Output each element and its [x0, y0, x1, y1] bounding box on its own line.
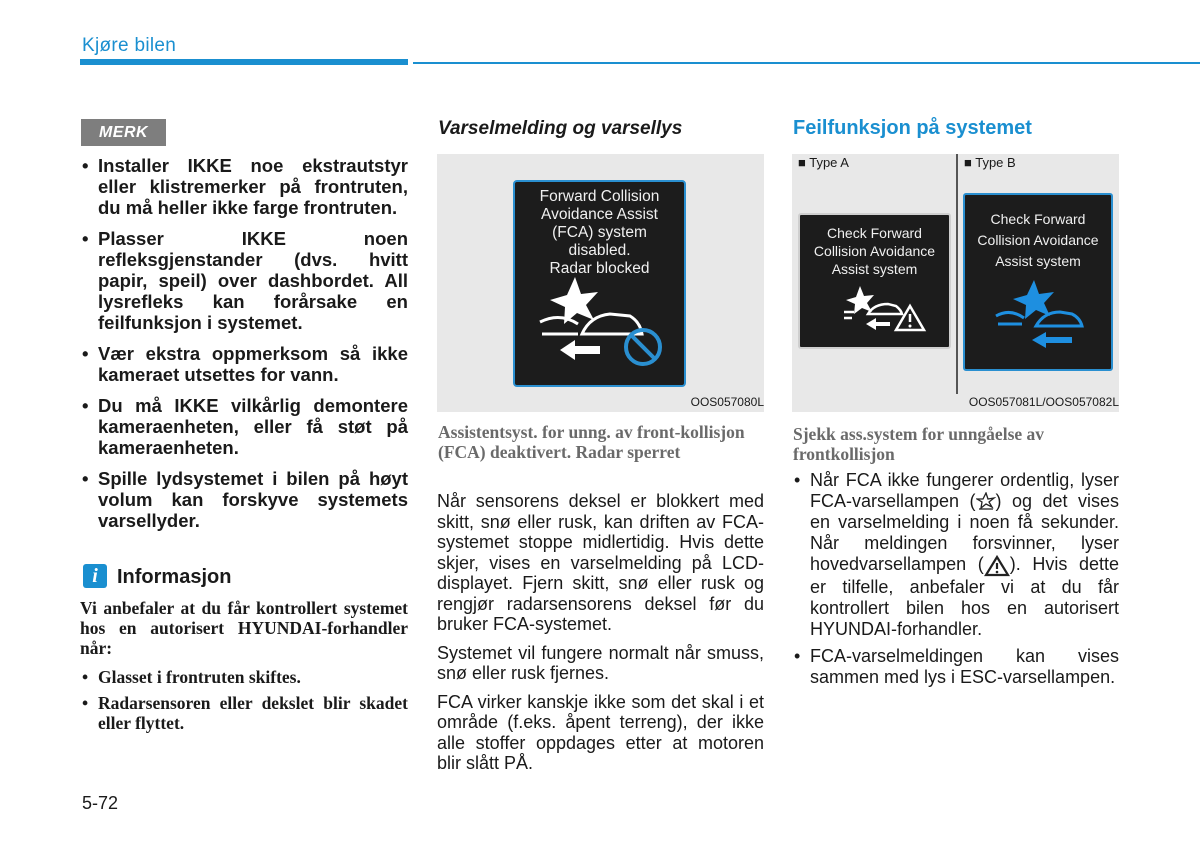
malfunction-caption: Sjekk ass.system for unngåelse av frontkollisjon	[793, 424, 1045, 464]
warning-heading: Varselmelding og varsellys	[438, 118, 683, 139]
figure-code: OOS057080L	[690, 395, 764, 409]
radar-blocked-icon	[530, 272, 670, 382]
display-line: Assist system	[831, 261, 918, 277]
figure-code: OOS057081L/OOS057082L	[968, 395, 1119, 409]
display-line: Radar blocked	[549, 260, 650, 277]
info-intro: Vi anbefaler at du får kontrollert systemet hos en autorisert HYUNDAI-forhandler når:	[80, 598, 408, 658]
display-line: Collision Avoidance	[813, 243, 936, 259]
malfunction-item	[792, 470, 1119, 640]
header-bar	[80, 59, 408, 65]
master-warning-icon	[984, 555, 1010, 577]
merk-item: • Spille lydsystemet i bilen på høyt volum kan forskyve systemets varsellyder.	[80, 468, 408, 531]
info-item: • Radarsensoren eller dekslet blir skadet eller flyttet.	[80, 693, 408, 733]
page-number: 5-72	[82, 793, 119, 813]
malfunction-item: • FCA-varselmeldingen kan vises sammen med lys i ESC-varsellampen.	[792, 646, 1119, 688]
merk-list	[80, 155, 408, 541]
display-line: disabled.	[568, 242, 631, 259]
text-part: ). Hvis dette er tilfelle, anbefaler vi at du får kontrollert bilen hos en autorisert HYUNDAI-forhandler.	[810, 554, 1119, 639]
figure-divider	[956, 154, 958, 394]
merk-item: • Plasser IKKE noen refleksgjenstander (dvs. hvitt papir, speil) over dashbordet. All lysrefleks kan forårsake en feilfunksjon i systemet.	[80, 228, 408, 333]
info-icon: i	[83, 564, 107, 588]
display-line: Collision Avoidance	[977, 232, 1099, 248]
merk-item: • Du må IKKE vilkårlig demontere kameraenheten, eller få støt på kameraenheten.	[80, 395, 408, 458]
paragraph: Når sensorens deksel er blokkert med skitt, snø eller rusk, kan driften av FCA-systemet stoppe midlertidig. Hvis dette skjer, vises en varselmelding på LCD-displayet. Fjern skitt, snø eller rusk og rengjør radarsensorens deksel før du bruker FCA-systemet.	[437, 491, 764, 634]
paragraph: Systemet vil fungere normalt når smuss, snø eller rusk fjernes.	[437, 642, 764, 683]
cluster-display-text	[963, 209, 1113, 272]
cluster-display-text	[798, 224, 951, 278]
header-rule	[413, 62, 1200, 64]
display-line: Assist system	[995, 253, 1081, 269]
text-part: Når FCA ikke fungerer ordentlig, lyser FCA-varsellampen (	[810, 470, 1119, 511]
warning-caption: Assistentsyst. for unng. av front-kollisjon (FCA) deaktivert. Radar sperret	[438, 422, 745, 462]
merk-badge: MERK	[81, 119, 166, 146]
text-part: ) og det vises en varselmelding i noen få sekunder. Når meldingen forsvinner, lyser hovedvarsellampen (	[810, 491, 1119, 575]
malfunction-list	[792, 470, 1119, 694]
fca-warning-symbol-icon	[988, 278, 1088, 352]
display-line: (FCA) system	[552, 224, 647, 241]
display-line: Check Forward	[827, 225, 922, 241]
fca-warning-lamp-icon	[976, 492, 996, 512]
merk-item: • Installer IKKE noe ekstrautstyr eller klistremerker på frontruten, du må heller ikke farge frontruten.	[80, 155, 408, 218]
info-item: • Glasset i frontruten skiftes.	[80, 667, 408, 687]
display-line: Check Forward	[990, 211, 1086, 227]
display-line: Avoidance Assist	[541, 206, 658, 223]
warning-body	[437, 491, 764, 782]
type-b-label: ■ Type B	[964, 155, 1016, 170]
info-list	[80, 667, 408, 739]
info-title: Informasjon	[117, 566, 232, 588]
paragraph: FCA virker kanskje ikke som det skal i et område (f.eks. åpent terreng), der ikke alle stoffer oppdages etter at motoren blir slått PÅ.	[437, 691, 764, 773]
section-title: Kjøre bilen	[82, 35, 177, 56]
merk-item: • Vær ekstra oppmerksom så ikke kameraet utsettes for vann.	[80, 343, 408, 385]
collision-warning-icon	[838, 284, 928, 332]
malfunction-heading: Feilfunksjon på systemet	[793, 117, 1032, 139]
cluster-display-text	[513, 188, 686, 278]
type-a-label: ■ Type A	[798, 155, 849, 170]
display-line: Forward Collision	[539, 188, 660, 205]
